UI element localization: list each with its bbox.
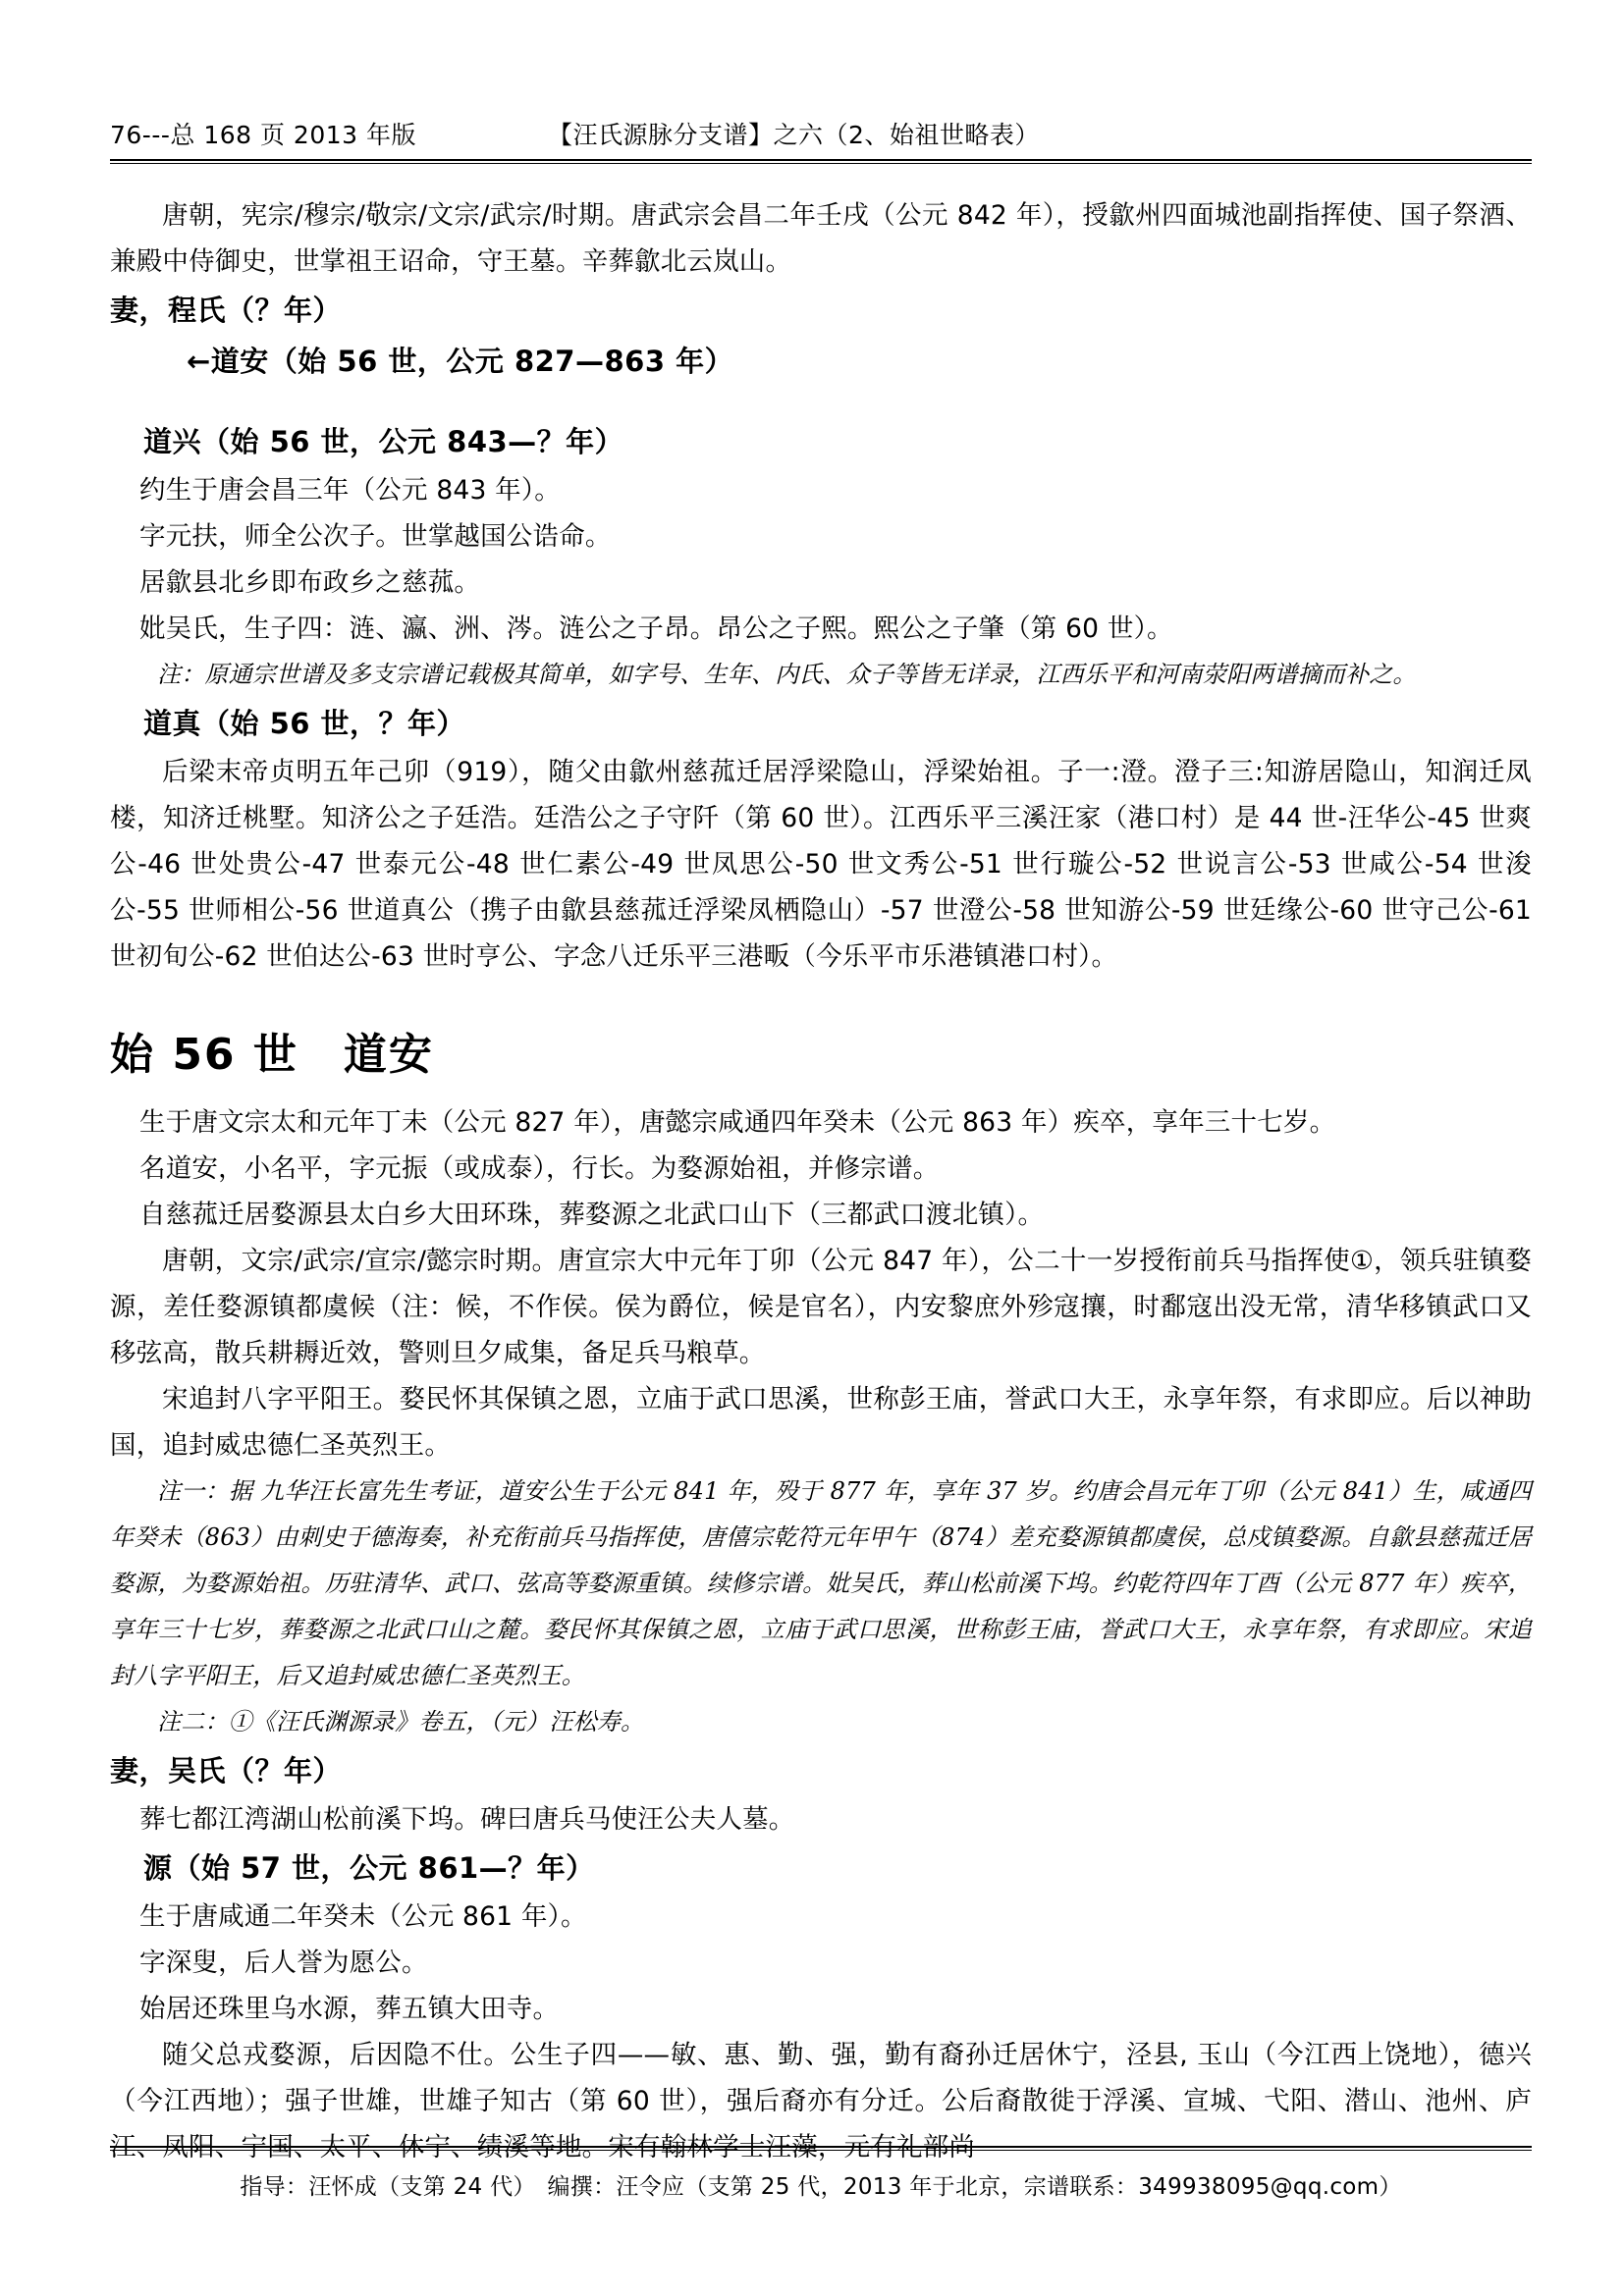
- paragraph-tang-intro: 唐朝，宪宗/穆宗/敬宗/文宗/武宗/时期。唐武宗会昌二年壬戌（公元 842 年），授歙州四面城池副指挥使、国子祭酒、兼殿中侍御史，世掌祖王诏命，守王墓。辛葬歙北云岚山。: [110, 200, 1532, 277]
- child-daoan-reference: ←道安（始 56 世，公元 827—863 年）: [187, 345, 734, 378]
- wife-cheng-heading: 妻，程氏（？年）: [110, 294, 343, 327]
- header-divider: [110, 159, 1532, 164]
- daoxing-line-4: 妣吴氏，生子四：涟、瀛、洲、涔。涟公之子昂。昂公之子熙。熙公之子肇（第 60 世）。: [139, 614, 1173, 644]
- daoan-line-1: 生于唐文宗太和元年丁未（公元 827 年），唐懿宗咸通四年癸未（公元 863 年）疾卒，享年三十七岁。: [139, 1107, 1336, 1138]
- header-page-number: 76---总 168 页 2013 年版: [110, 121, 417, 149]
- spacer: [110, 1086, 1532, 1099]
- spacer: [110, 387, 1532, 416]
- footer-credits: 指导：汪怀成（支第 24 代） 编撰：汪令应（支第 25 代，2013 年于北京，宗谱联系：349938095@qq.com）: [240, 2174, 1402, 2200]
- daoxing-note: 注：原通宗世谱及多支宗谱记载极其简单，如字号、生年、内氏、众子等皆无详录，江西乐平和河南荥阳两谱摘而补之。: [157, 661, 1417, 688]
- spacer: [110, 980, 1532, 1025]
- heading-daoxing: 道兴（始 56 世，公元 843—？年）: [143, 425, 624, 458]
- yuan-line-1: 生于唐咸通二年癸未（公元 861 年）。: [139, 1901, 587, 1932]
- heading-yuan: 源（始 57 世，公元 861—？年）: [143, 1851, 595, 1885]
- daoan-paragraph-4: 唐朝，文宗/武宗/宣宗/懿宗时期。唐宣宗大中元年丁卯（公元 847 年），公二十一岁授衔前兵马指挥使①，领兵驻镇婺源，差任婺源镇都虞候（注：候，不作侯。侯为爵位，候是官名），内安黎庶外殄寇攘，时鄱寇出没无常，清华移镇武口又移弦高，散兵耕耨近效，警则旦夕咸集，备足兵马粮草。: [110, 1246, 1532, 1368]
- daoan-line-3: 自慈菰迁居婺源县太白乡大田环珠，葬婺源之北武口山下（三都武口渡北镇）。: [139, 1200, 1045, 1230]
- yuan-line-2: 字深叟，后人誉为愿公。: [139, 1948, 428, 1978]
- daoan-line-2: 名道安，小名平，字元振（或成泰），行长。为婺源始祖，并修宗谱。: [139, 1153, 940, 1184]
- wife-wu-heading: 妻，吴氏（？年）: [110, 1754, 343, 1788]
- daoxing-line-3: 居歙县北乡即布政乡之慈菰。: [139, 567, 481, 598]
- daozhen-paragraph: 后梁末帝贞明五年己卯（919），随父由歙州慈菰迁居浮梁隐山，浮梁始祖。子一:澄。澄子三:知游居隐山，知润迁凤楼，知济迁桃墅。知济公之子廷浩。廷浩公之子守阡（第 60 世）。江西乐平三溪汪家（港口村）是 44 世-汪华公-45 世爽公-46 世处贵公-47 世泰元公-48 世仁素公-49 世凤思公-50 世文秀公-51 世行璇公-52 世说言公-53 世咸公-54 世浚公-55 世师相公-56 世道真公（携子由歙县慈菰迁浮梁凤栖隐山）-57 世澄公-58 世知游公-59 世廷缘公-60 世守己公-61 世初旬公-62 世伯达公-63 世时亨公、字念八迁乐平三港畈（今乐平市乐港镇港口村）。: [110, 757, 1532, 972]
- yuan-line-3: 始居还珠里乌水源，葬五镇大田寺。: [139, 1994, 560, 2024]
- daoan-paragraph-5: 宋追封八字平阳王。婺民怀其保镇之恩，立庙于武口思溪，世称彭王庙，誉武口大王，永享年祭，有求即应。后以神助国，追封威忠德仁圣英烈王。: [110, 1384, 1532, 1461]
- page-header: [110, 116, 1532, 192]
- daoan-note-1: 注一：据 九华汪长富先生考证，道安公生于公元 841 年，殁于 877 年，享年 37 岁。约唐会昌元年丁卯（公元 841）生，咸通四年癸未（863）由刺史于德海奏，补充衔前兵马指挥使，唐僖宗乾符元年甲午（874）差充婺源镇都虞侯，总戍镇婺源。自歙县慈菰迁居婺源，为婺源始祖。历驻清华、武口、弦高等婺源重镇。续修宗谱。妣吴氏，葬山松前溪下坞。约乾符四年丁酉（公元 877 年）疾卒，享年三十七岁，葬婺源之北武口山之麓。婺民怀其保镇之恩，立庙于武口思溪，世称彭王庙，誉武口大王，永享年祭，有求即应。宋追封八字平阳王，后又追封威忠德仁圣英烈王。: [110, 1477, 1533, 1689]
- page-content: [110, 0, 1532, 2170]
- daoan-note-2: 注二：①《汪氏渊源录》卷五，（元）汪松寿。: [157, 1708, 645, 1735]
- page-footer: [110, 2146, 1532, 2201]
- footer-divider: [110, 2146, 1532, 2151]
- heading-daozhen: 道真（始 56 世，？年）: [143, 707, 466, 740]
- daoxing-line-2: 字元扶，师全公次子。世掌越国公诰命。: [139, 521, 612, 552]
- wife-wu-line: 葬七都江湾湖山松前溪下坞。碑曰唐兵马使汪公夫人墓。: [139, 1804, 795, 1835]
- yuan-paragraph-4: 随父总戎婺源，后因隐不仕。公生子四——敏、惠、勤、强，勤有裔孙迁居休宁，泾县, 玉山（今江西上饶地），德兴（今江西地）；强子世雄，世雄子知古（第 60 世），强后裔亦有分迁。公后裔散徙于浮溪、宣城、弋阳、潜山、池州、庐江、凤阳、宁国、太平、休宁、绩溪等地。宋有翰林学士汪藻，元有礼部尚: [110, 2040, 1532, 2163]
- section-heading-daoan: 始 56 世 道安: [110, 1030, 434, 1080]
- header-title: 【汪氏源脉分支谱】之六（2、始祖世略表）: [548, 121, 1040, 149]
- daoxing-line-1: 约生于唐会昌三年（公元 843 年）。: [139, 475, 561, 506]
